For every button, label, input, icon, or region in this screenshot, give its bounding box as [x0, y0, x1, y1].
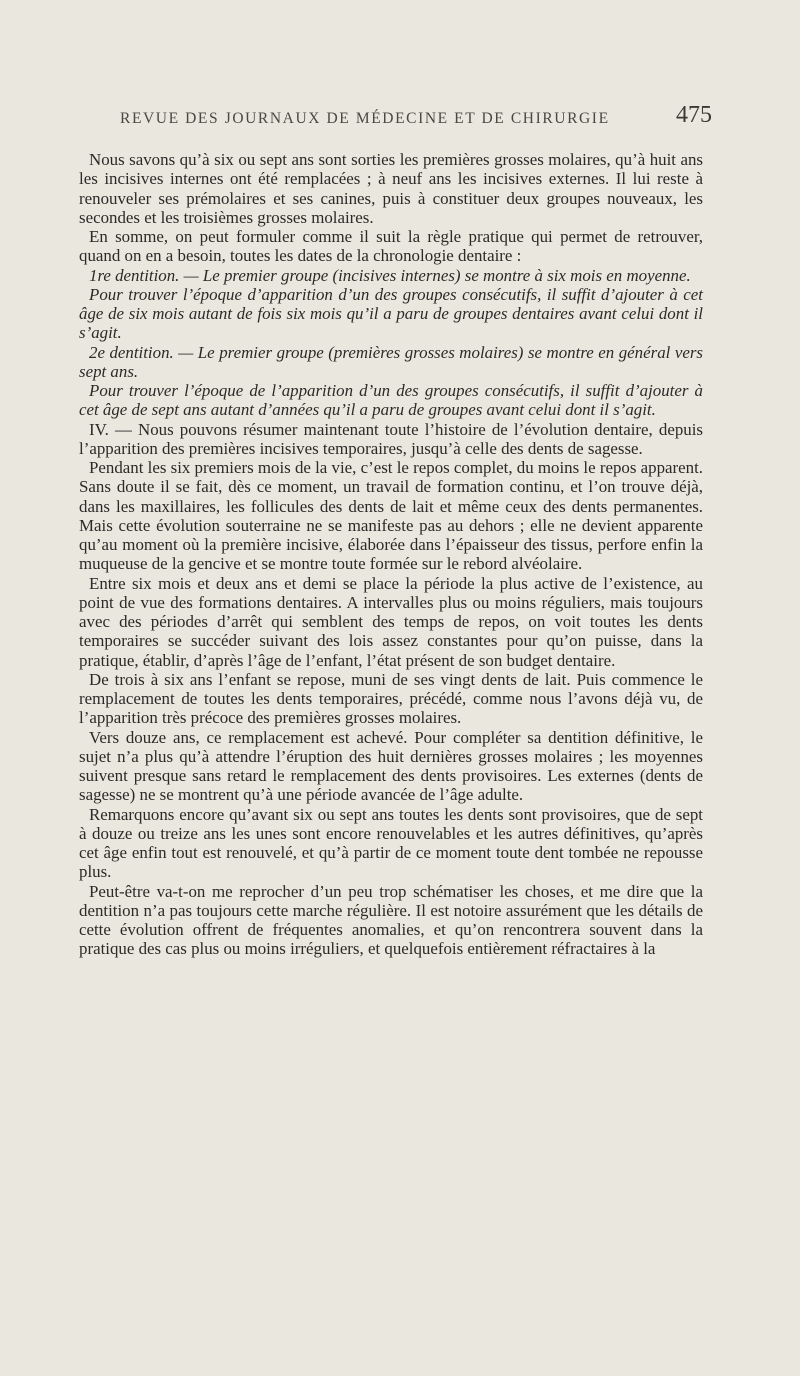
body-text [79, 150, 703, 959]
paragraph-11: Vers douze ans, ce remplacement est achevé. Pour compléter sa dentition définitive, le sujet n’a plus qu’à attendre l’éruption des huit dernières grosses molaires ; les moyennes suivent presque sans retard le remplacement des dents provisoires. Les externes (dents de sagesse) ne se montrent qu’à une période avancée de l’âge adulte. [79, 727, 703, 805]
page-header [120, 104, 712, 138]
paragraph-12: Remarquons encore qu’avant six ou sept ans toutes les dents sont provisoires, que de sept à douze ou treize ans les unes sont encore renouvelables et les autres définitives, qu’après cet âge enfin tout est renouvelé, et qu’à partir de ce moment toute dent tombée ne repousse plus. [79, 804, 703, 882]
page-number: 475 [676, 102, 712, 128]
paragraph-1: Nous savons qu’à six ou sept ans sont sorties les premières grosses molaires, qu’à huit ans les incisives internes ont été remplacées ; à neuf ans les incisives externes. Il lui reste à renouveler ses prémolaires et ses canines, puis à constituer deux groupes nouveaux, les secondes et les troisièmes grosses molaires. [79, 150, 703, 227]
paragraph-8: Pendant les six premiers mois de la vie, c’est le repos complet, du moins le repos apparent. Sans doute il se fait, dès ce moment, un travail de formation continu, et l’on trouve déjà, dans les maxillaires, les follicules des dents de lait et même ceux des dents permanentes. Mais cette évolution souterraine ne se manifeste pas au dehors ; elle ne devient apparente qu’au moment où la première incisive, élaborée dans l’épaisseur des tissus, perfore enfin la muqueuse de la gencive et se montre toute formée sur le rebord alvéolaire. [79, 458, 704, 574]
paragraph-9: Entre six mois et deux ans et demi se place la période la plus active de l’existence, au point de vue des formations dentaires. A intervalles plus ou moins réguliers, mais toujours avec des périodes d’arrêt qui semblent des temps de repos, on voit toutes les dents temporaires se succéder suivant des lois assez constantes pour qu’on puisse, dans la pratique, établir, d’après l’âge de l’enfant, l’état présent de son budget dentaire. [79, 573, 703, 670]
running-title: REVUE DES JOURNAUX DE MÉDECINE ET DE CHIRURGIE [120, 110, 610, 127]
paragraph-13: Peut-être va-t-on me reprocher d’un peu trop schématiser les choses, et me dire que la dentition n’a pas toujours cette marche régulière. Il est notoire assurément que les détails de cette évolution offrent de fréquentes anomalies, et qu’on rencontrera souvent dans la pratique des cas plus ou moins irréguliers, et quelquefois entièrement réfractaires à la [79, 881, 703, 959]
paragraph-rule-first-dentition: 1re dentition. — Le premier groupe (incisives internes) se montre à six mois en moyenne. [89, 265, 691, 285]
paragraph-section-iv: IV. — Nous pouvons résumer maintenant toute l’histoire de l’évolution dentaire, depuis l’apparition des premières incisives temporaires, jusqu’à celle des dents de sagesse. [79, 419, 703, 458]
paragraph-rule-first-dentition-method: Pour trouver l’époque d’apparition d’un des groupes consécutifs, il suffit d’ajouter à cet âge de six mois autant de fois six mois qu’il a paru de groupes dentaires avant celui dont il s’agit. [79, 284, 703, 343]
paragraph-rule-second-dentition-method: Pour trouver l’époque de l’apparition d’un des groupes consécutifs, il suffit d’ajouter à cet âge de sept ans autant d’années qu’il a paru de groupes avant celui dont il s’agit. [79, 381, 703, 420]
paragraph-2: En somme, on peut formuler comme il suit la règle pratique qui permet de retrouver, quand on en a besoin, toutes les dates de la chronologie dentaire : [79, 227, 703, 266]
paragraph-10: De trois à six ans l’enfant se repose, muni de ses vingt dents de lait. Puis commence le remplacement de toutes les dents temporaires, précédé, comme nous l’avons déjà vu, de l’apparition très précoce des premières grosses molaires. [79, 669, 703, 728]
paragraph-rule-second-dentition: 2e dentition. — Le premier groupe (premières grosses molaires) se montre en général vers sept ans. [79, 342, 703, 381]
